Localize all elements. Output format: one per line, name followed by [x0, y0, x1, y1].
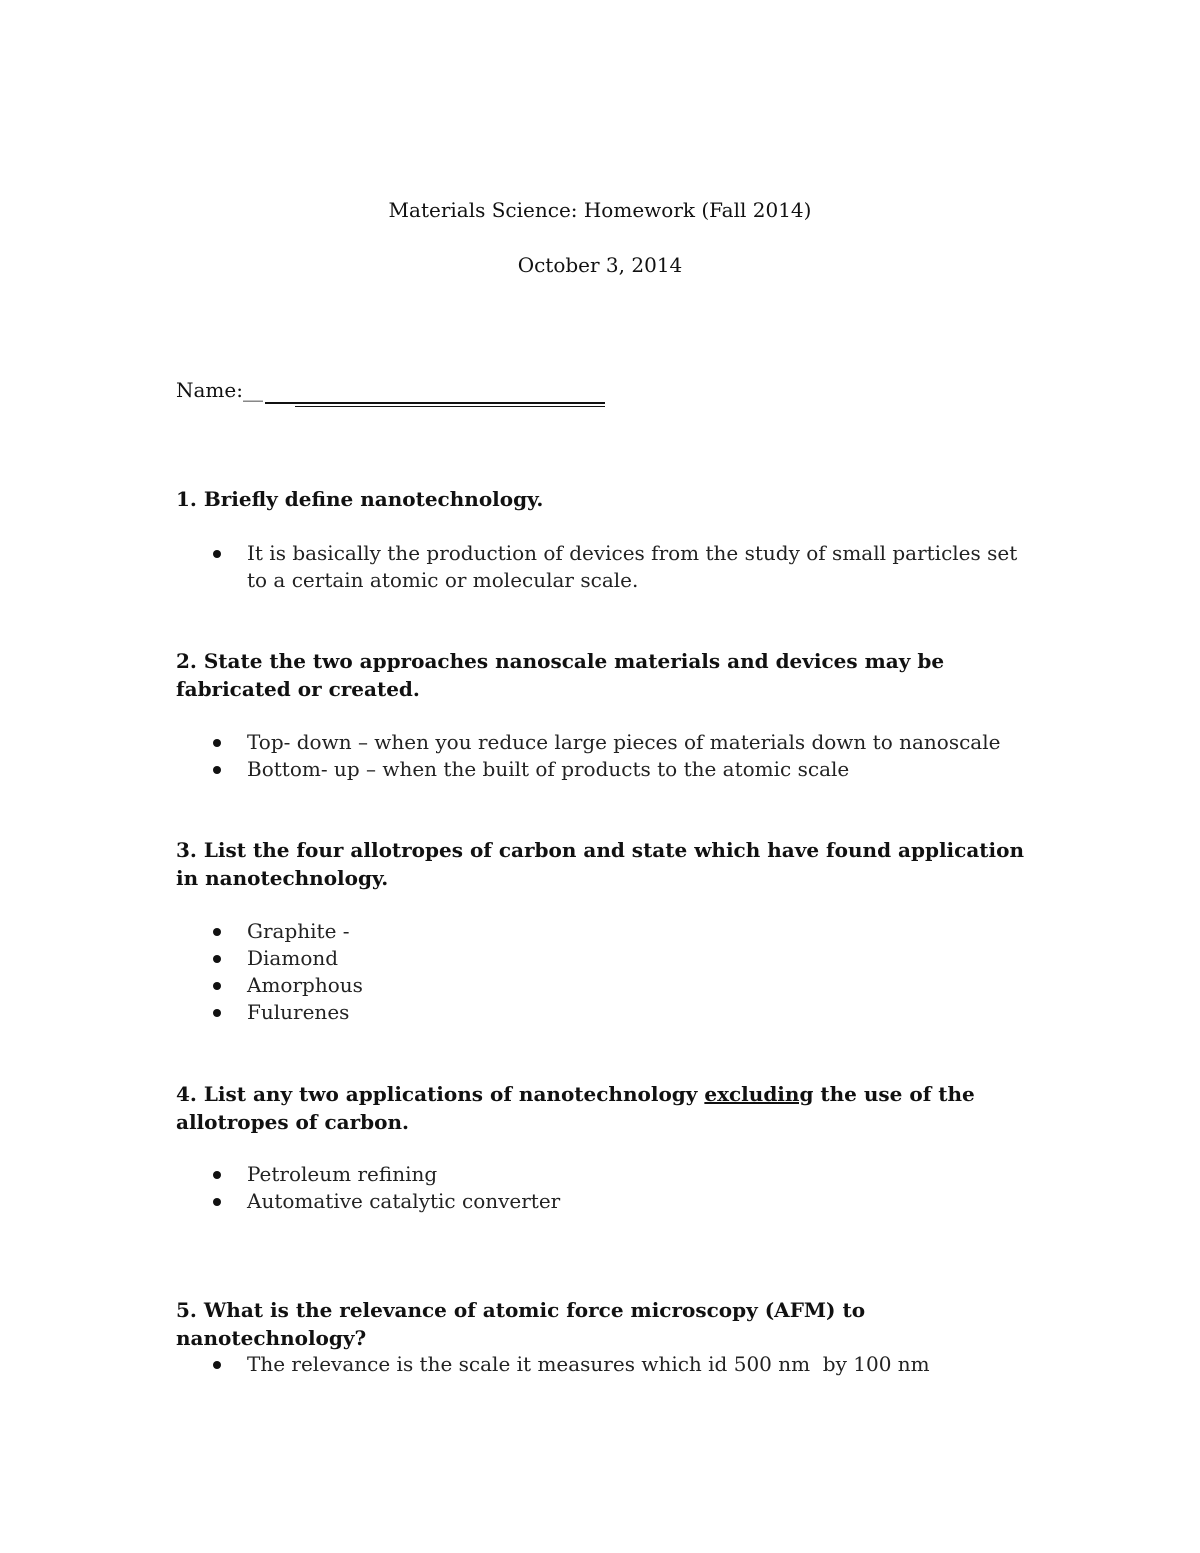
answer-item: [176, 1188, 1036, 1215]
answer-item: [176, 1161, 1036, 1188]
answer-text: The relevance is the scale it measures which id 500 nm by 100 nm: [247, 1352, 930, 1376]
question-2: 2. State the two approaches nanoscale materials and devices may be fabricated or created.: [176, 649, 945, 701]
answer-text: Diamond: [247, 946, 339, 970]
question-1: 1. Briefly define nanotechnology.: [176, 487, 544, 511]
bullet-icon: [213, 1198, 221, 1206]
answer-list-4: [176, 1161, 1036, 1215]
answer-item: [176, 729, 1036, 756]
answer-text: Amorphous: [247, 973, 363, 997]
bullet-icon: [213, 766, 221, 774]
question-4: [176, 1080, 1036, 1136]
answer-item: [176, 945, 1036, 972]
answer-text: Petroleum refining: [247, 1162, 438, 1186]
answer-text: Top- down – when you reduce large pieces of materials down to nanoscale: [247, 730, 1001, 754]
answer-list-1: [176, 540, 1036, 594]
bullet-icon: [213, 955, 221, 963]
answer-item: [176, 756, 1036, 783]
answer-text: Fulurenes: [247, 1000, 350, 1024]
answer-item: [176, 972, 1036, 999]
bullet-icon: [213, 928, 221, 936]
answer-text: Automative catalytic converter: [247, 1189, 561, 1213]
bullet-icon: [213, 1171, 221, 1179]
answer-item: [176, 1351, 1036, 1378]
bullet-icon: [213, 982, 221, 990]
name-label: Name:__: [176, 378, 263, 402]
answer-item: [176, 999, 1036, 1026]
bullet-icon: [213, 550, 221, 558]
answer-text: Bottom- up – when the built of products to the atomic scale: [247, 757, 850, 781]
bullet-icon: [213, 739, 221, 747]
name-blank-line: [265, 380, 605, 404]
answer-text: Graphite -: [247, 919, 350, 943]
question-5: 5. What is the relevance of atomic force microscopy (AFM) to nanotechnology?: [176, 1298, 866, 1350]
document-date: October 3, 2014: [517, 253, 683, 277]
bullet-icon: [213, 1009, 221, 1017]
answer-item: [176, 918, 1036, 945]
question-4-text-end: the use of the allotropes of carbon.: [176, 1082, 975, 1134]
question-3: 3. List the four allotropes of carbon and state which have found application in nanotechnology.: [176, 838, 1024, 890]
answer-text: It is basically the production of devices from the study of small particles set to a certain atomic or molecular scale.: [247, 541, 1018, 592]
question-4-text-start: 4. List any two applications of nanotechnology: [176, 1082, 705, 1106]
document-title: Materials Science: Homework (Fall 2014): [388, 198, 812, 222]
bullet-icon: [213, 1361, 221, 1369]
answer-list-5: [176, 1351, 1036, 1378]
answer-list-2: [176, 729, 1036, 783]
answer-item: [176, 540, 1036, 594]
answer-list-3: [176, 918, 1036, 1026]
name-field: [176, 376, 605, 404]
question-4-emphasis: excluding: [704, 1082, 814, 1106]
